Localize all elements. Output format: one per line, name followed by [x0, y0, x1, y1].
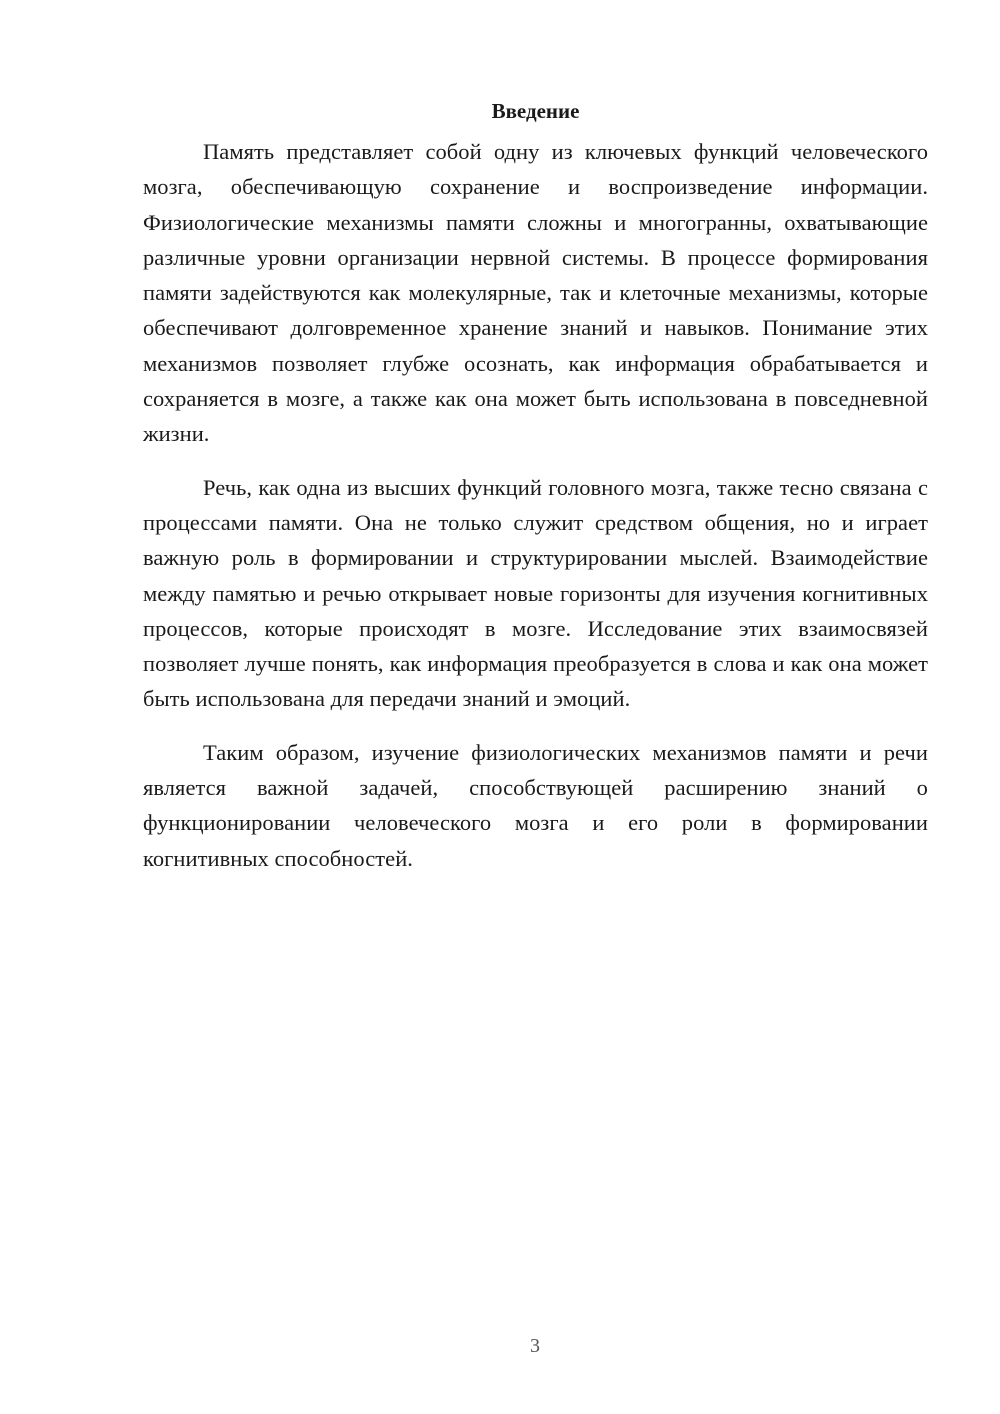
paragraph-conclusion: Таким образом, изучение физиологических механизмов памяти и речи является важной задачей, способствующей расширению знаний о функционировании человеческого мозга и его роли в формировании когнитивных способностей.	[143, 739, 928, 871]
paragraph-memory: Память представляет собой одну из ключевых функций человеческого мозга, обеспечивающую сохранение и воспроизведение информации. Физиологические механизмы памяти сложны и многогранны, охватывающие различные уровни организации нервной системы. В процессе формирования памяти задействуются как молекулярные, так и клеточные механизмы, которые обеспечивают долговременное хранение знаний и навыков. Понимание этих механизмов позволяет глубже осознать, как информация обрабатывается и сохраняется в мозге, а также как она может быть использована в повседневной жизни.	[143, 139, 928, 447]
section-heading: Введение	[491, 99, 580, 123]
page-body	[143, 96, 928, 894]
page-number: 3	[530, 1335, 540, 1357]
paragraph-speech: Речь, как одна из высших функций головного мозга, также тесно связана с процессами памяти. Она не только служит средством общения, но и играет важную роль в формировании и структурировании мыслей. Взаимодействие между памятью и речью открывает новые горизонты для изучения когнитивных процессов, которые происходят в мозге. Исследование этих взаимосвязей позволяет лучше понять, как информация преобразуется в слова и как она может быть использована для передачи знаний и эмоций.	[143, 474, 928, 712]
